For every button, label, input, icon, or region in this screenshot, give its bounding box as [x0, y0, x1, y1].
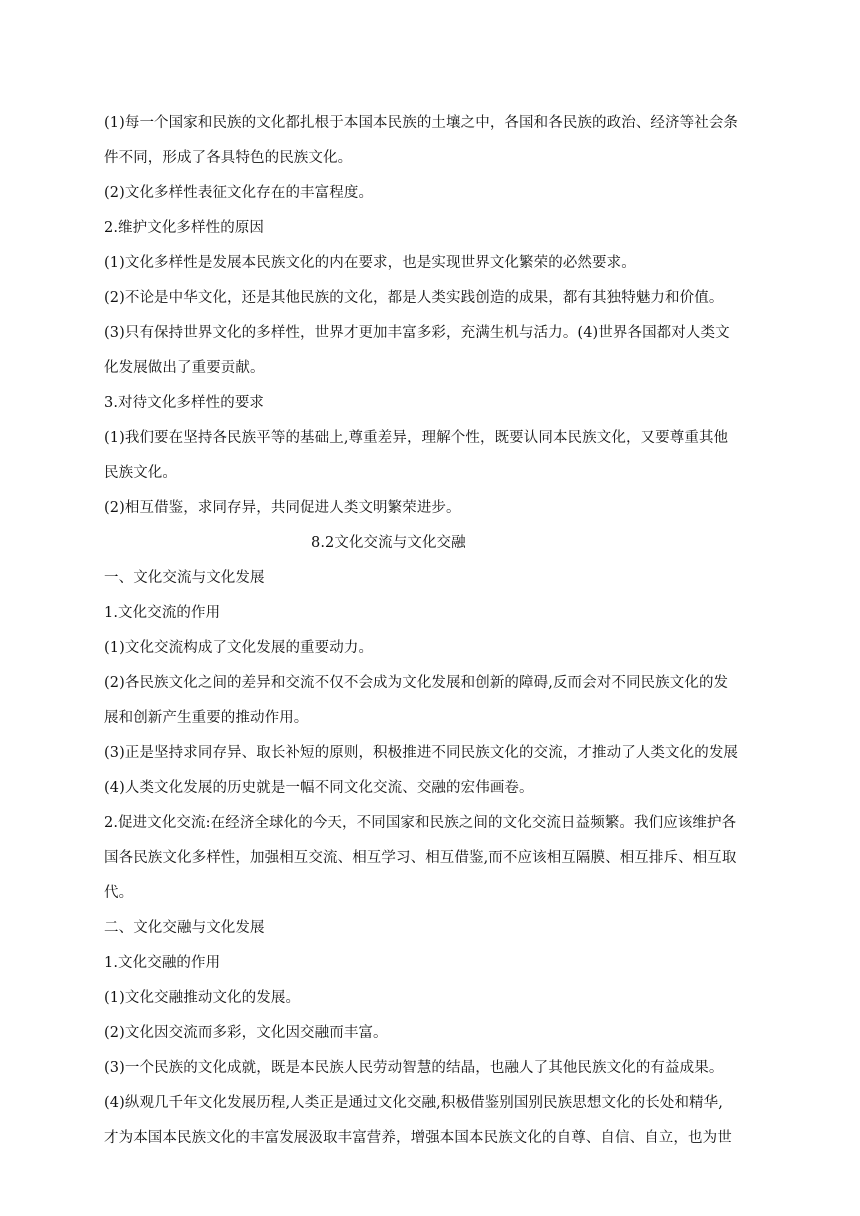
paragraph-line: (1)文化交流构成了文化发展的重要动力。 — [104, 640, 374, 656]
paragraph-line: (2)文化多样性表征文化存在的丰富程度。 — [104, 185, 374, 201]
section-subheading: 2.维护文化多样性的原因 — [104, 220, 265, 236]
section-subheading: 3.对待文化多样性的要求 — [104, 395, 265, 411]
paragraph-line: (1)我们要在坚持各民族平等的基础上,尊重差异，理解个性，既要认同本民族文化，又要尊重其他 — [104, 430, 729, 446]
paragraph-line: (2)文化因交流而多彩，文化因交融而丰富。 — [104, 1025, 388, 1041]
paragraph-line: (3)一个民族的文化成就，既是本民族人民劳动智慧的结晶，也融人了其他民族文化的有益成果。 — [104, 1060, 724, 1076]
section-subheading: 1.文化交流的作用 — [104, 605, 221, 621]
section-title: 8.2文化交流与文化交融 — [311, 535, 466, 551]
section-subheading: 1.文化交融的作用 — [104, 955, 221, 971]
paragraph-line: (3)只有保持世界文化的多样性，世界才更加丰富多彩，充满生机与活力。(4)世界各国都对人类文 — [104, 325, 730, 341]
paragraph-line: 展和创新产生重要的推动作用。 — [104, 710, 309, 726]
paragraph-line: (1)文化交融推动文化的发展。 — [104, 990, 301, 1006]
paragraph-line: 代。 — [104, 885, 134, 901]
document-body — [104, 106, 760, 1156]
section-heading: 二、文化交融与文化发展 — [104, 920, 265, 936]
paragraph-line: (3)正是坚持求同存异、取长补短的原则，积极推进不同民族文化的交流，才推动了人类文化的发展 — [104, 745, 739, 761]
section-heading: 一、文化交流与文化发展 — [104, 570, 265, 586]
paragraph-line: 才为本国本民族文化的丰富发展汲取丰富营养，增强本国本民族文化的自尊、自信、自立，也为世 — [104, 1130, 732, 1146]
paragraph-line: 国各民族文化多样性，加强相互交流、相互学习、相互借鉴,而不应该相互隔膜、相互排斥、相互取 — [104, 850, 737, 866]
paragraph-line: (1)每一个国家和民族的文化都扎根于本国本民族的土壤之中，各国和各民族的政治、经济等社会条 — [104, 115, 739, 131]
paragraph-line: 件不同，形成了各具特色的民族文化。 — [104, 150, 353, 166]
paragraph-line: (2)相互借鉴，求同存异，共同促进人类文明繁荣进步。 — [104, 500, 461, 516]
paragraph-line: 民族文化。 — [104, 465, 177, 481]
paragraph-line: (2)不论是中华文化，还是其他民族的文化，都是人类实践创造的成果，都有其独特魅力和价值。 — [104, 290, 724, 306]
paragraph-line: (2)各民族文化之间的差异和交流不仅不会成为文化发展和创新的障碍,反而会对不同民族文化的发 — [104, 675, 729, 691]
paragraph-line: 2.促进文化交流:在经济全球化的今天，不同国家和民族之间的文化交流日益频繁。我们应该维护各 — [104, 815, 737, 831]
paragraph-line: (4)纵观几千年文化发展历程,人类正是通过文化交融,积极借鉴别国别民族思想文化的长处和精华, — [104, 1095, 723, 1111]
paragraph-line: (4)人类文化发展的历史就是一幅不同文化交流、交融的宏伟画卷。 — [104, 780, 534, 796]
paragraph-line: (1)文化多样性是发展本民族文化的内在要求，也是实现世界文化繁荣的必然要求。 — [104, 255, 636, 271]
paragraph-line: 化发展做出了重要贡献。 — [104, 360, 265, 376]
